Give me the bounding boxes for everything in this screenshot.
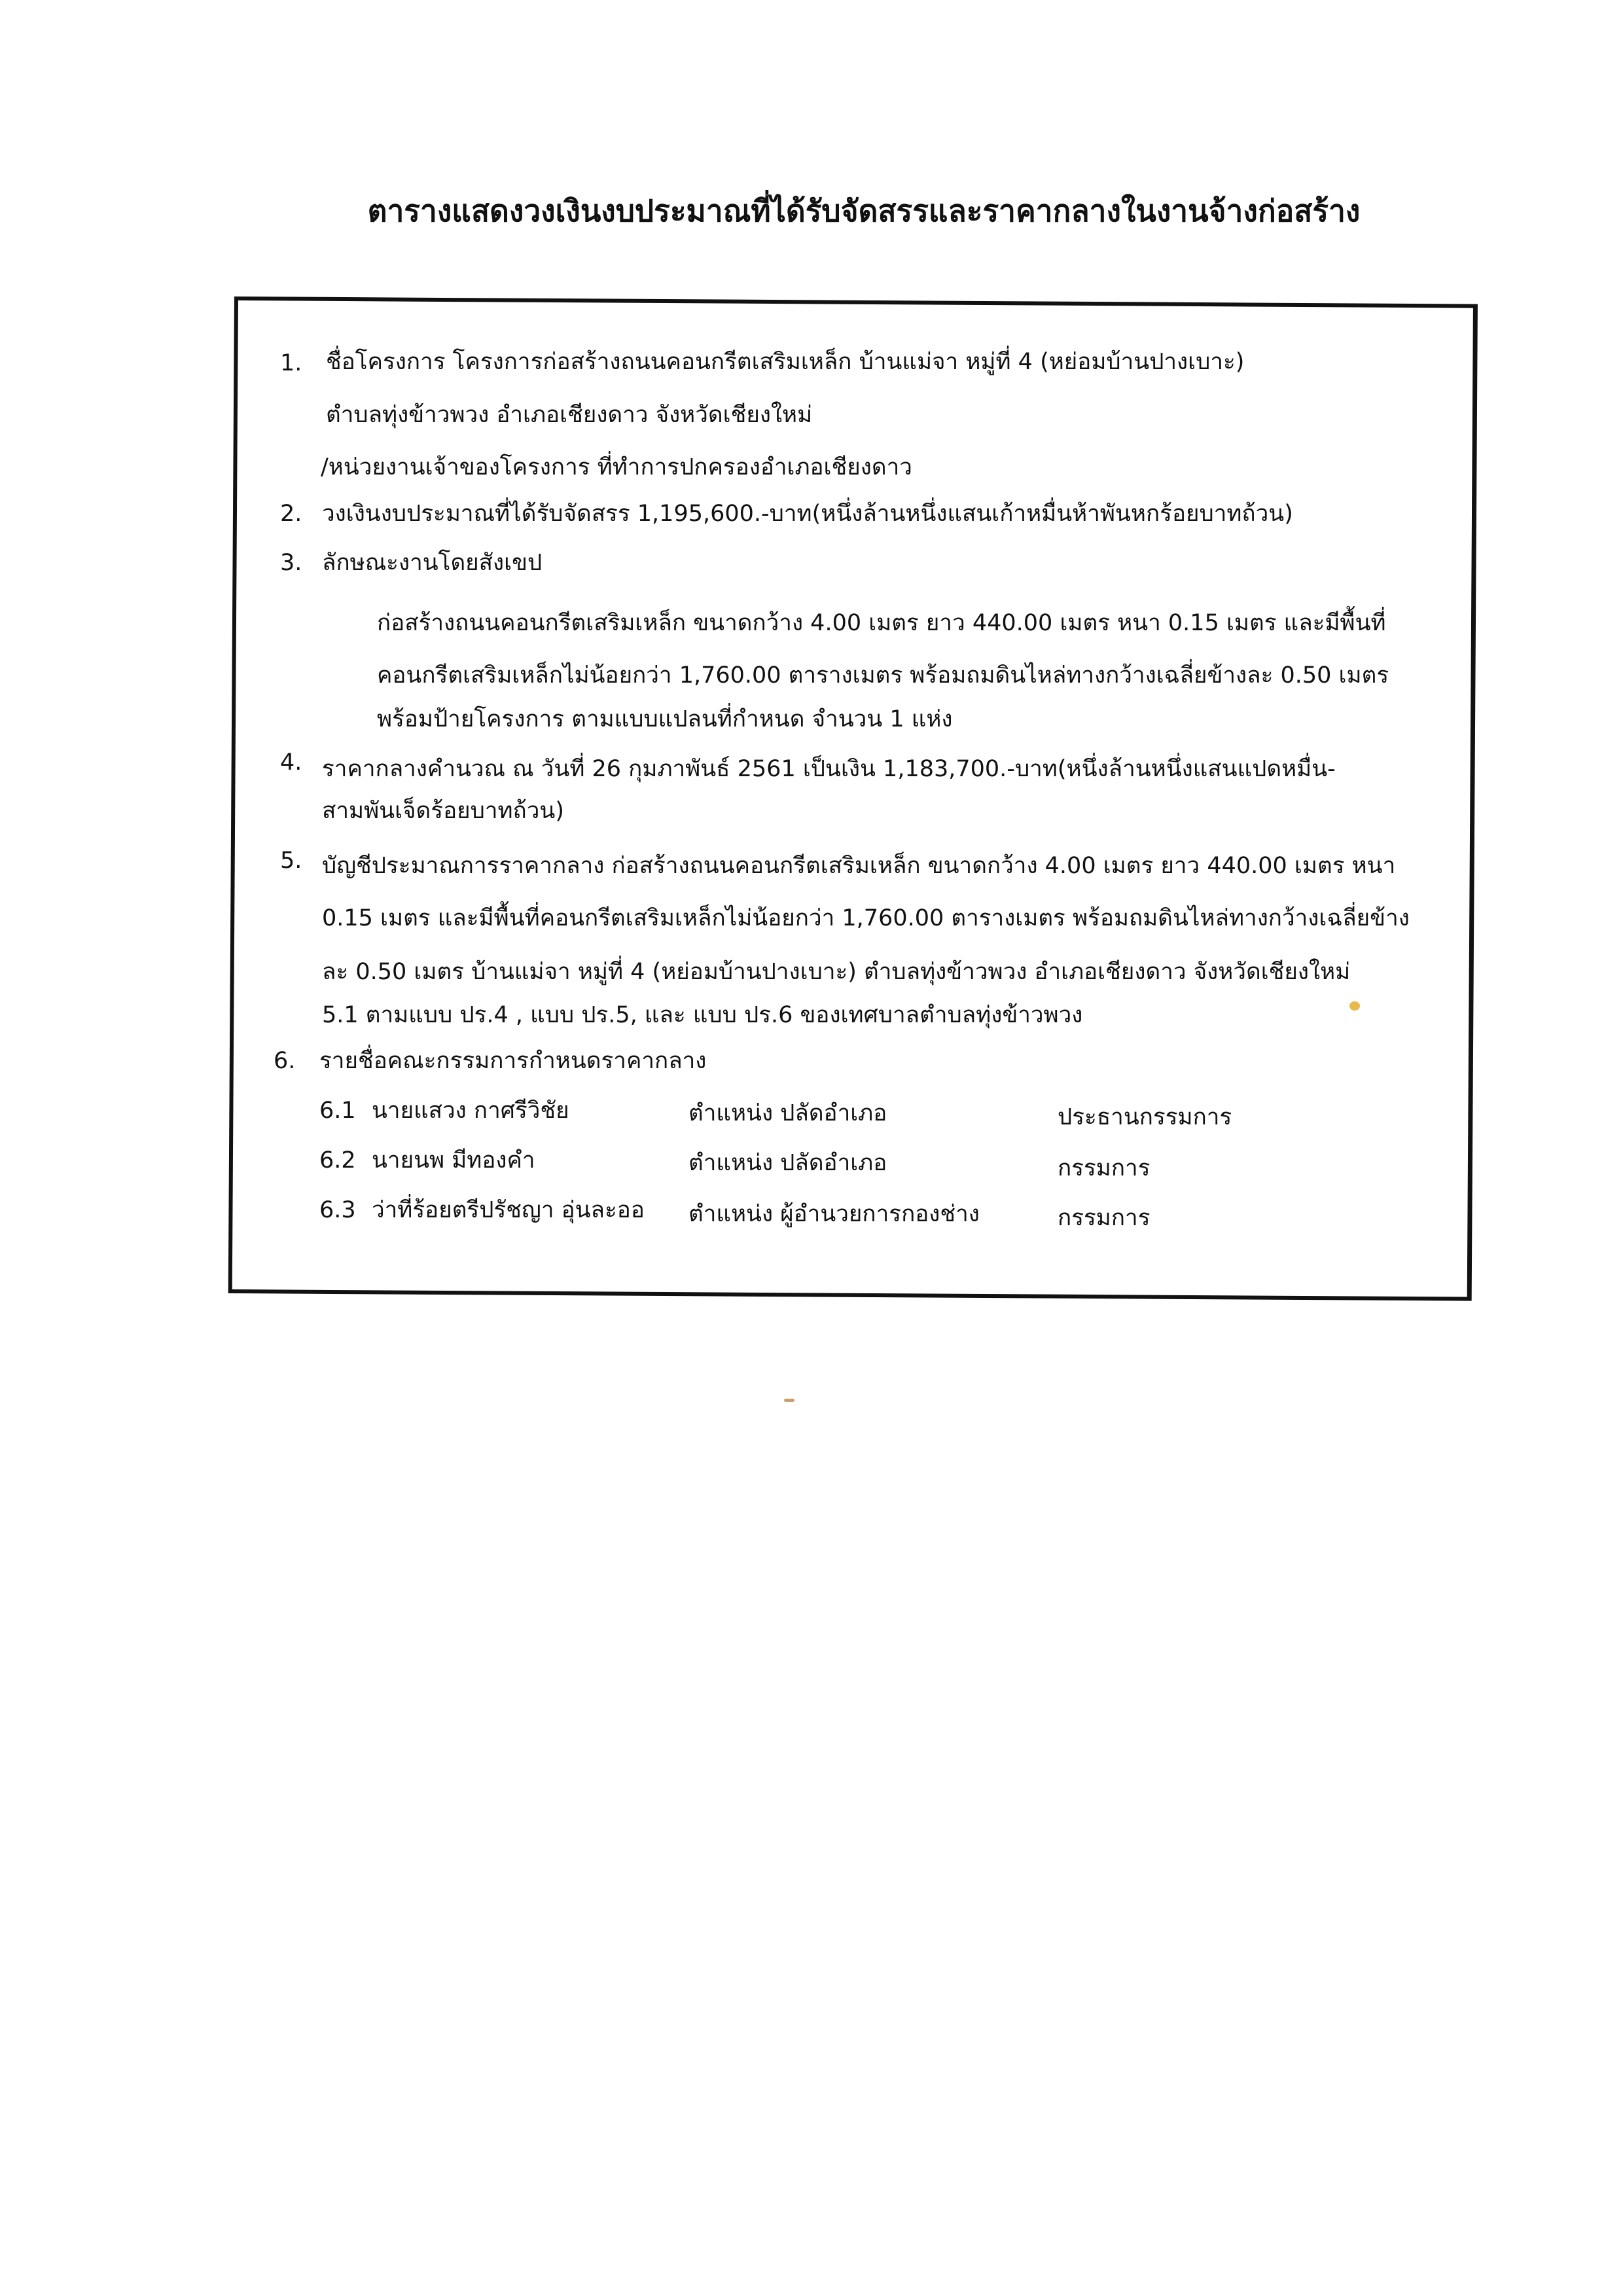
- item-3-line-4: พร้อมป้ายโครงการ ตามแบบแปลนที่กำหนด จำนวน 1 แห่ง: [377, 706, 953, 732]
- item-5-number: 5.: [280, 848, 302, 874]
- item-4-number: 4.: [280, 749, 302, 776]
- item-2-number: 2.: [280, 501, 302, 527]
- item-3-number: 3.: [280, 550, 302, 576]
- committee-1-position: ตำแหน่ง ปลัดอำเภอ: [688, 1100, 887, 1126]
- committee-3-no: 6.3: [319, 1197, 356, 1223]
- item-1-number: 1.: [280, 350, 302, 376]
- item-1-line-2: ตำบลทุ่งข้าวพวง อำเภอเชียงดาว จังหวัดเชียงใหม่: [326, 402, 813, 428]
- committee-1-no: 6.1: [319, 1098, 356, 1124]
- item-6-line-1: รายชื่อคณะกรรมการกำหนดราคากลาง: [319, 1048, 707, 1074]
- item-4-line-2: สามพันเจ็ดร้อยบาทถ้วน): [322, 798, 564, 824]
- committee-2-position: ตำแหน่ง ปลัดอำเภอ: [688, 1150, 887, 1176]
- scan-speck: [784, 1399, 794, 1402]
- item-3-line-3: คอนกรีตเสริมเหล็กไม่น้อยกว่า 1,760.00 ตารางเมตร พร้อมถมดินไหล่ทางกว้างเฉลี่ยข้างละ 0.50 เมตร: [377, 662, 1389, 689]
- committee-3-name: ว่าที่ร้อยตรีปรัชญา อุ่นละออ: [372, 1197, 645, 1223]
- item-6-number: 6.: [274, 1048, 296, 1074]
- committee-2-name: นายนพ มีทองคำ: [372, 1147, 535, 1174]
- committee-1-name: นายแสวง กาศรีวิชัย: [372, 1098, 569, 1124]
- item-5-line-3: ละ 0.50 เมตร บ้านแม่จา หมู่ที่ 4 (หย่อมบ้านปางเบาะ) ตำบลทุ่งข้าวพวง อำเภอเชียงดาว จังหวัดเชียงใหม่: [322, 959, 1351, 985]
- item-1-line-3: /หน่วยงานเจ้าของโครงการ ที่ทำการปกครองอำเภอเชียงดาว: [321, 454, 912, 480]
- ink-spot: [1349, 1001, 1360, 1011]
- committee-3-position: ตำแหน่ง ผู้อำนวยการกองช่าง: [688, 1201, 980, 1227]
- committee-2-role: กรรมการ: [1058, 1155, 1150, 1181]
- item-5-line-2: 0.15 เมตร และมีพื้นที่คอนกรีตเสริมเหล็กไม่น้อยกว่า 1,760.00 ตารางเมตร พร้อมถมดินไหล่ทางกว้างเฉลี่ยข้าง: [322, 905, 1410, 931]
- item-3-line-1: ลักษณะงานโดยสังเขป: [322, 550, 543, 576]
- item-5-line-4: 5.1 ตามแบบ ปร.4 , แบบ ปร.5, และ แบบ ปร.6 ของเทศบาลตำบลทุ่งข้าวพวง: [322, 1002, 1083, 1028]
- committee-2-no: 6.2: [319, 1147, 356, 1174]
- item-1-line-1: ชื่อโครงการ โครงการก่อสร้างถนนคอนกรีตเสริมเหล็ก บ้านแม่จา หมู่ที่ 4 (หย่อมบ้านปางเบาะ): [326, 349, 1245, 375]
- committee-1-role: ประธานกรรมการ: [1058, 1104, 1232, 1130]
- item-2-line-1: วงเงินงบประมาณที่ได้รับจัดสรร 1,195,600.-บาท(หนึ่งล้านหนึ่งแสนเก้าหมื่นห้าพันหกร้อยบาทถ้วน): [322, 501, 1293, 527]
- document-title: ตารางแสดงวงเงินงบประมาณที่ได้รับจัดสรรและราคากลางในงานจ้างก่อสร้าง: [367, 193, 1361, 228]
- item-5-line-1: บัญชีประมาณการราคากลาง ก่อสร้างถนนคอนกรีตเสริมเหล็ก ขนาดกว้าง 4.00 เมตร ยาว 440.00 เมตร หนา: [322, 853, 1396, 879]
- item-4-line-1: ราคากลางคำนวณ ณ วันที่ 26 กุมภาพันธ์ 2561 เป็นเงิน 1,183,700.-บาท(หนึ่งล้านหนึ่งแสนแปดหมื่น-: [322, 756, 1336, 782]
- item-3-line-2: ก่อสร้างถนนคอนกรีตเสริมเหล็ก ขนาดกว้าง 4.00 เมตร ยาว 440.00 เมตร หนา 0.15 เมตร และมีพื้นที่: [377, 610, 1386, 636]
- committee-3-role: กรรมการ: [1058, 1205, 1150, 1231]
